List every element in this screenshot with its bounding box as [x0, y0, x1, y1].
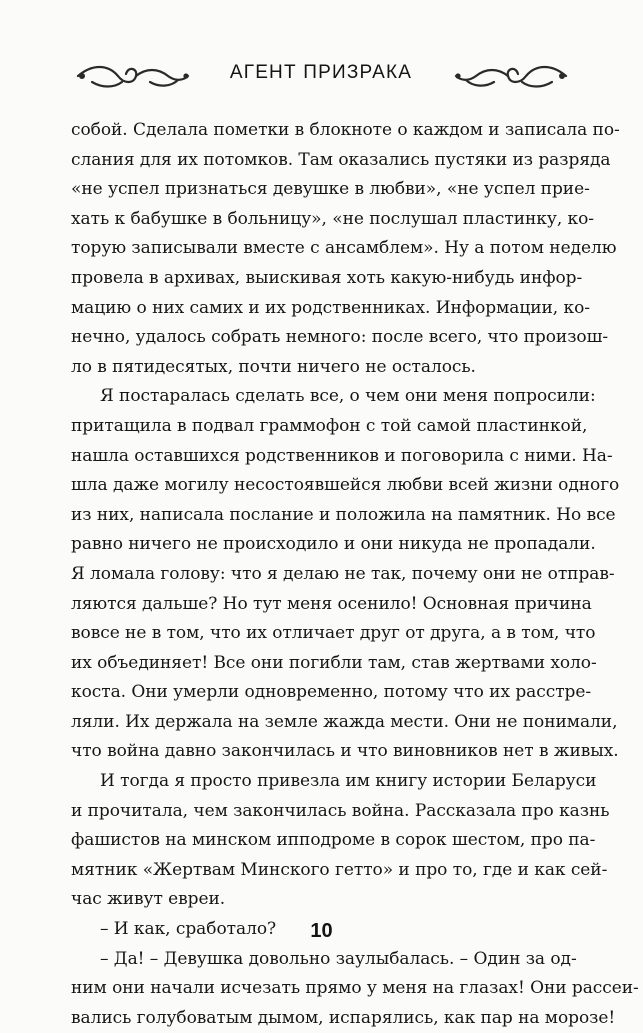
text-line: нашла оставшихся родственников и поговорила с ними. На- [71, 445, 613, 466]
text-line: торую записывали вместе с ансамблем». Ну а потом неделю [71, 238, 617, 259]
text-line: шла даже могилу несостоявшейся любви всей жизни одного [71, 475, 620, 496]
left-flourish-ornament-icon [72, 58, 192, 94]
text-line: ним они начали исчезать прямо у меня на глазах! Они рассеи- [71, 978, 639, 999]
page-number: 10 [310, 920, 333, 942]
text-line: мятник «Жертвам Минского гетто» и про то, где и как сей- [71, 859, 608, 880]
text-line: – Да! – Девушка довольно заулыбалась. – Один за од- [100, 948, 577, 969]
text-line: – И как, сработало? [100, 919, 277, 940]
text-line: слания для их потомков. Там оказались пустяки из разряда [71, 149, 611, 170]
text-line: ляли. Их держала на земле жажда мести. Они не понимали, [71, 711, 618, 732]
page-header [0, 56, 643, 100]
text-line: Я постаралась сделать все, о чем они меня попросили: [100, 386, 596, 407]
right-flourish-ornament-icon [452, 58, 572, 94]
text-line: «не успел признаться девушке в любви», «не успел прие- [71, 179, 590, 200]
text-line: Я ломала голову: что я делаю не так, почему они не отправ- [71, 563, 615, 584]
text-line: ляются дальше? Но тут меня осенило! Основная причина [71, 593, 592, 614]
text-line: их объединяет! Все они погибли там, став жертвами холо- [71, 652, 597, 673]
text-line: час живут евреи. [71, 889, 226, 910]
text-line: фашистов на минском ипподроме в сорок шестом, про па- [71, 830, 596, 851]
text-line: ло в пятидесятых, почти ничего не осталось. [71, 356, 476, 377]
text-line: провела в архивах, выискивая хоть какую-нибудь инфор- [71, 267, 583, 288]
text-line: собой. Сделала пометки в блокноте о каждом и записала по- [71, 120, 620, 140]
text-line: нечно, удалось собрать немного: после всего, что произош- [71, 327, 609, 348]
text-line: равно ничего не происходило и они никуда не пропадали. [71, 534, 596, 555]
text-line: хать к бабушке в больницу», «не послушал пластинку, ко- [71, 208, 594, 229]
text-line: и прочитала, чем закончилась война. Рассказала про казнь [71, 800, 610, 821]
text-line: что война давно закончилась и что виновников нет в живых. [71, 741, 619, 762]
text-line: вались голубоватым дымом, испарялись, как пар на морозе! [71, 1007, 616, 1028]
body-text [71, 116, 639, 1033]
text-line: коста. Они умерли одновременно, потому что их расстре- [71, 682, 592, 703]
running-title: АГЕНТ ПРИЗРАКА [229, 62, 413, 83]
text-line: мацию о них самих и их родственниках. Информации, ко- [71, 297, 590, 318]
text-line: из них, написала послание и положила на памятник. Но все [71, 504, 616, 525]
text-line: притащила в подвал граммофон с той самой пластинкой, [71, 415, 588, 436]
text-line: вовсе не в том, что их отличает друг от друга, а в том, что [71, 623, 596, 644]
text-line: И тогда я просто привезла им книгу истории Беларуси [100, 771, 597, 792]
